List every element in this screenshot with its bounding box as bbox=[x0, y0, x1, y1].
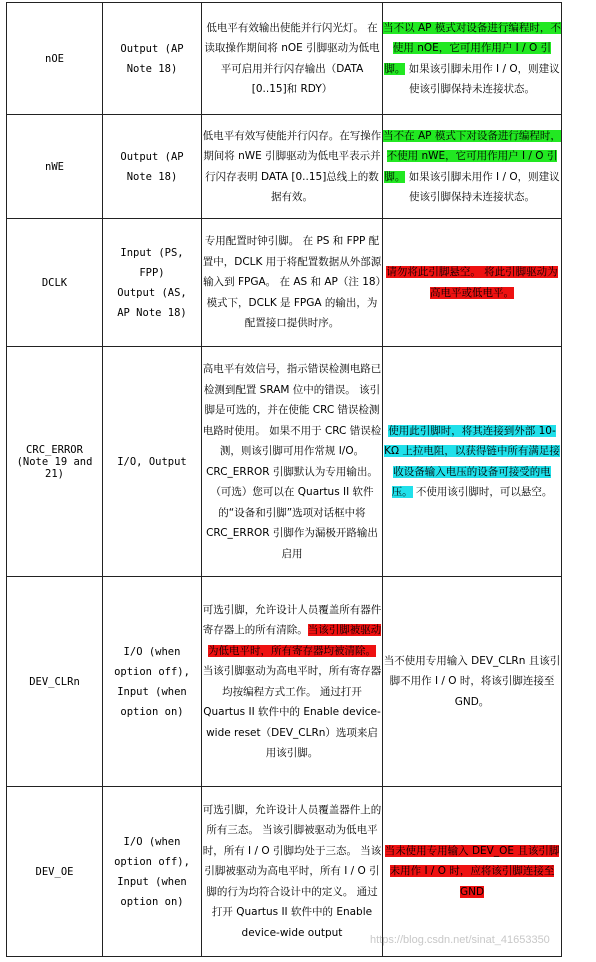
highlighted-text: 使用此引脚时，将其连接到外部 10-KΩ 上拉电阻，以获得链中所有满足接收设备输入电压的设备可接受的电压。 bbox=[384, 424, 560, 498]
pin-type: I/O, Output bbox=[103, 347, 202, 577]
pin-name: nOE bbox=[7, 3, 103, 115]
pin-recommendation bbox=[383, 787, 562, 957]
table-row bbox=[7, 3, 562, 115]
description-text: 当该引脚驱动为高电平时，所有寄存器均按编程方式工作。 通过打开 Quartus II 软件中的 Enable device-wide reset（DEV_CLRn）选项来启用该引脚。 bbox=[202, 665, 382, 759]
watermark-text: https://blog.csdn.net/sinat_41653350 bbox=[370, 934, 550, 946]
pin-description bbox=[202, 577, 383, 787]
highlighted-text: 当不以 AP 模式对设备进行编程时，不使用 nOE，它可用作用户 I / O 引脚。 bbox=[383, 21, 561, 75]
highlighted-text: 请勿将此引脚悬空。 将此引脚驱动为高电平或低电平。 bbox=[386, 266, 558, 299]
highlighted-text: 当不在 AP 模式下对设备进行编程时，不使用 nWE，它可用作用户 I / O 引脚。 bbox=[383, 129, 561, 183]
table-row bbox=[7, 347, 562, 577]
pin-name: DCLK bbox=[7, 219, 103, 347]
pin-name: CRC_ERROR (Note 19 and 21) bbox=[7, 347, 103, 577]
pin-type: Output (AP Note 18) bbox=[103, 3, 202, 115]
description-text: 可选引脚，允许设计人员覆盖所有器件寄存器上的所有清除。 bbox=[202, 603, 382, 636]
pin-recommendation: 当不使用专用输入 DEV_CLRn 且该引脚不用作 I / O 时，将该引脚连接至 GND。 bbox=[383, 577, 562, 787]
pin-description-table bbox=[6, 2, 562, 957]
pin-description: 低电平有效写使能并行闪存。在写操作期间将 nWE 引脚驱动为低电平表示并行闪存表明 DATA [0..15]总线上的数据有效。 bbox=[202, 115, 383, 219]
table-row bbox=[7, 787, 562, 957]
pin-recommendation bbox=[383, 3, 562, 115]
pin-description: 专用配置时钟引脚。 在 PS 和 FPP 配置中，DCLK 用于将配置数据从外部源输入到 FPGA。 在 AS 和 AP（注 18）模式下，DCLK 是 FPGA 的输出，为配置接口提供时序。 bbox=[202, 219, 383, 347]
pin-description: 高电平有效信号，指示错误检测电路已检测到配置 SRAM 位中的错误。 该引脚是可选的，并在使能 CRC 错误检测电路时使用。 如果不用于 CRC 错误检测，则该引脚可用作常规 I/O。 CRC_ERROR 引脚默认为专用输出。（可选）您可以在 Quartus II 软件的“设备和引脚”选项对话框中将 CRC_ERROR 引脚作为漏极开路输出启用 bbox=[202, 347, 383, 577]
pin-type: I/O (when option off), Input (when option on) bbox=[103, 577, 202, 787]
highlighted-text: 当未使用专用输入 DEV_OE 且该引脚未用作 I / O 时，应将该引脚连接至 GND bbox=[384, 844, 560, 898]
recommendation-text: 如果该引脚未用作 I / O，则建议使该引脚保持未连接状态。 bbox=[405, 170, 560, 203]
pin-name: nWE bbox=[7, 115, 103, 219]
pin-recommendation bbox=[383, 115, 562, 219]
pin-description: 可选引脚，允许设计人员覆盖器件上的所有三态。 当该引脚被驱动为低电平时，所有 I / O 引脚均处于三态。 当该引脚被驱动为高电平时，所有 I / O 引脚的行为均符合设计中的定义。 通过打开 Quartus II 软件中的 Enable device-wide output bbox=[202, 787, 383, 957]
pin-name: DEV_CLRn bbox=[7, 577, 103, 787]
pin-type: I/O (when option off), Input (when option on) bbox=[103, 787, 202, 957]
pin-recommendation bbox=[383, 347, 562, 577]
pin-type: Input (PS, FPP) Output (AS, AP Note 18) bbox=[103, 219, 202, 347]
recommendation-text: 不使用该引脚时，可以悬空。 bbox=[412, 486, 553, 498]
pin-recommendation bbox=[383, 219, 562, 347]
highlighted-text: 当该引脚被驱动为低电平时，所有寄存器均被清除。 bbox=[208, 624, 382, 657]
table-row bbox=[7, 219, 562, 347]
recommendation-text: 如果该引脚未用作 I / O，则建议使该引脚保持未连接状态。 bbox=[405, 62, 560, 95]
table-row bbox=[7, 115, 562, 219]
table-row bbox=[7, 577, 562, 787]
pin-name: DEV_OE bbox=[7, 787, 103, 957]
pin-type: Output (AP Note 18) bbox=[103, 115, 202, 219]
pin-description: 低电平有效输出使能并行闪光灯。 在读取操作期间将 nOE 引脚驱动为低电平可启用并行闪存输出（DATA [0..15]和 RDY） bbox=[202, 3, 383, 115]
